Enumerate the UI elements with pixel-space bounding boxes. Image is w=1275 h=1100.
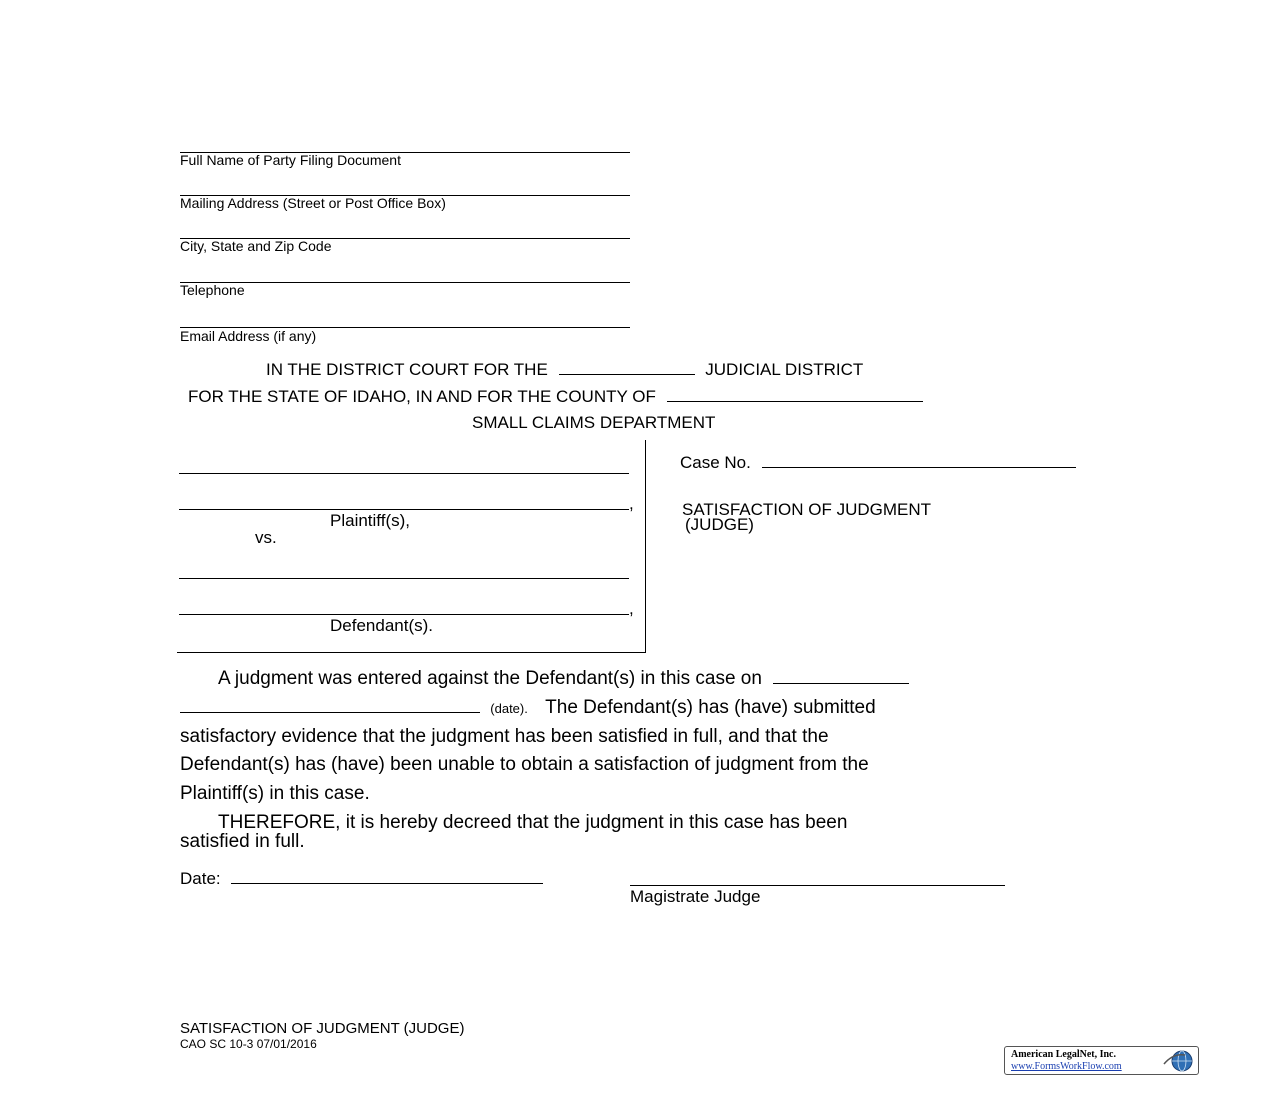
judgment-entered-text: A judgment was entered against the Defendant(s) in this case on	[218, 668, 762, 689]
paragraph-2-line-1: THEREFORE, it is hereby decreed that the judgment in this case has been	[218, 812, 848, 833]
defendant-comma: ,	[629, 599, 634, 618]
plaintiff-label: Plaintiff(s),	[330, 511, 410, 530]
defendant-line-1[interactable]	[179, 578, 629, 579]
court-line-1-prefix: IN THE DISTRICT COURT FOR THE	[266, 360, 548, 379]
date-label: Date:	[180, 869, 221, 888]
date-row	[180, 869, 543, 889]
court-department: SMALL CLAIMS DEPARTMENT	[472, 413, 716, 432]
document-title-line-2: (JUDGE)	[685, 515, 754, 534]
name-label: Full Name of Party Filing Document	[180, 152, 401, 168]
paragraph-1-line-5: Plaintiff(s) in this case.	[180, 783, 370, 804]
paragraph-1-line-4: Defendant(s) has (have) been unable to obtain a satisfaction of judgment from the	[180, 754, 869, 775]
paragraph-2-line-2: satisfied in full.	[180, 831, 305, 852]
defendant-line-2[interactable]	[179, 614, 629, 615]
judgment-date-blank-2[interactable]	[180, 698, 480, 713]
globe-icon	[1161, 1049, 1195, 1073]
vendor-logo[interactable]	[1004, 1046, 1199, 1075]
address-label: Mailing Address (Street or Post Office Box)	[180, 195, 446, 211]
telephone-line[interactable]	[180, 282, 630, 283]
date-hint: (date).	[490, 701, 528, 716]
plaintiff-line-2[interactable]	[179, 509, 629, 510]
caption-divider	[645, 440, 646, 652]
plaintiff-comma: ,	[629, 494, 634, 513]
court-line-2-prefix: FOR THE STATE OF IDAHO, IN AND FOR THE COUNTY OF	[188, 387, 656, 406]
email-label: Email Address (if any)	[180, 328, 317, 344]
telephone-label: Telephone	[180, 282, 245, 298]
judgment-date-blank-1[interactable]	[773, 669, 909, 684]
caption-bottom-rule	[177, 652, 646, 653]
submitted-text: The Defendant(s) has (have) submitted	[545, 697, 876, 718]
footer-form-code: CAO SC 10-3 07/01/2016	[180, 1037, 317, 1051]
district-number-blank[interactable]	[559, 360, 695, 375]
footer-title: SATISFACTION OF JUDGMENT (JUDGE)	[180, 1020, 465, 1037]
vendor-name: American LegalNet, Inc.	[1011, 1049, 1116, 1060]
document-title-line-1: SATISFACTION OF JUDGMENT	[682, 500, 932, 519]
paragraph-1-line-1	[218, 668, 909, 690]
paragraph-1-line-2	[180, 697, 876, 719]
court-line-1-suffix: JUDICIAL DISTRICT	[705, 360, 864, 379]
case-number-label: Case No.	[680, 453, 751, 472]
versus-label: vs.	[255, 528, 277, 547]
city-label: City, State and Zip Code	[180, 238, 332, 254]
judge-label: Magistrate Judge	[630, 887, 761, 906]
judge-signature-line[interactable]	[630, 885, 1005, 886]
county-blank[interactable]	[667, 387, 923, 402]
defendant-label: Defendant(s).	[330, 616, 433, 635]
paragraph-1-line-3: satisfactory evidence that the judgment has been satisfied in full, and that the	[180, 726, 829, 747]
date-blank[interactable]	[231, 869, 543, 884]
court-line-2	[188, 387, 923, 407]
vendor-url[interactable]: www.FormsWorkFlow.com	[1011, 1061, 1122, 1072]
plaintiff-line-1[interactable]	[179, 473, 629, 474]
case-number-row	[680, 453, 1076, 473]
case-number-blank[interactable]	[762, 453, 1076, 468]
court-line-1	[266, 360, 863, 380]
